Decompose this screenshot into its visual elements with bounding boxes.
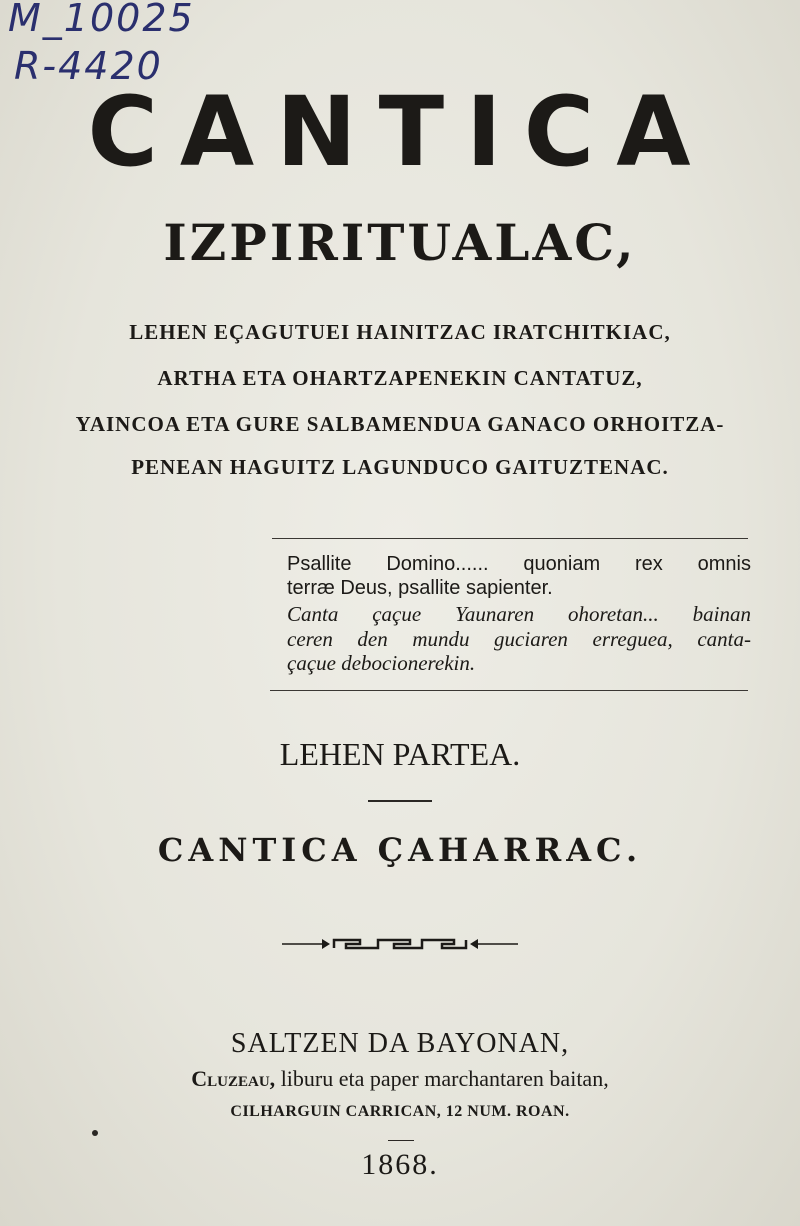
description-line: PENEAN HAGUITZ LAGUNDUCO GAITUZTENAC. (131, 455, 669, 479)
printer-name: Cluzeau, (191, 1066, 276, 1091)
epigraph-top-rule (272, 538, 748, 539)
imprint-place: SALTZEN DA BAYONAN, (230, 1028, 570, 1059)
publication-year: 1868. (361, 1148, 439, 1181)
book-title: CANTICA (87, 76, 713, 188)
epigraph-basque-line: Canta çaçue Yaunaren ohoretan... bainan (287, 602, 751, 626)
section-divider (368, 800, 432, 802)
description-line: YAINCOA ETA GURE SALBAMENDUA GANACO ORHOITZA- (75, 412, 725, 436)
year-divider (388, 1140, 414, 1141)
description-line: LEHEN EÇAGUTUEI HAINITZAC IRATCHITKIAC, (129, 320, 671, 344)
handwritten-catalog-number: R-4420 (14, 44, 163, 88)
epigraph-basque-line: ceren den mundu guciaren erreguea, canta- (287, 627, 751, 651)
book-subtitle: IZPIRITUALAC, (163, 213, 637, 272)
imprint-printer (0, 1068, 800, 1090)
handwritten-shelfmark: M_10025 (8, 0, 195, 40)
epigraph-latin-line: Psallite Domino...... quoniam rex omnis (287, 553, 751, 575)
part-heading: LEHEN PARTEA. (279, 736, 521, 772)
description-line: ARTHA ETA OHARTZAPENEKIN CANTATUZ, (157, 366, 643, 390)
epigraph-latin-line: terræ Deus, psallite sapienter. (287, 577, 553, 599)
ink-speck (92, 1130, 98, 1136)
ornament-divider-icon (282, 932, 518, 956)
printer-description: liburu eta paper marchantaren baitan, (275, 1066, 609, 1091)
epigraph-bottom-rule (270, 690, 748, 691)
imprint-address: CILHARGUIN CARRICAN, 12 NUM. ROAN. (230, 1103, 570, 1120)
epigraph-basque-line: çaçue debocionerekin. (287, 651, 476, 675)
part-title: CANTICA ÇAHARRAC. (157, 831, 643, 869)
